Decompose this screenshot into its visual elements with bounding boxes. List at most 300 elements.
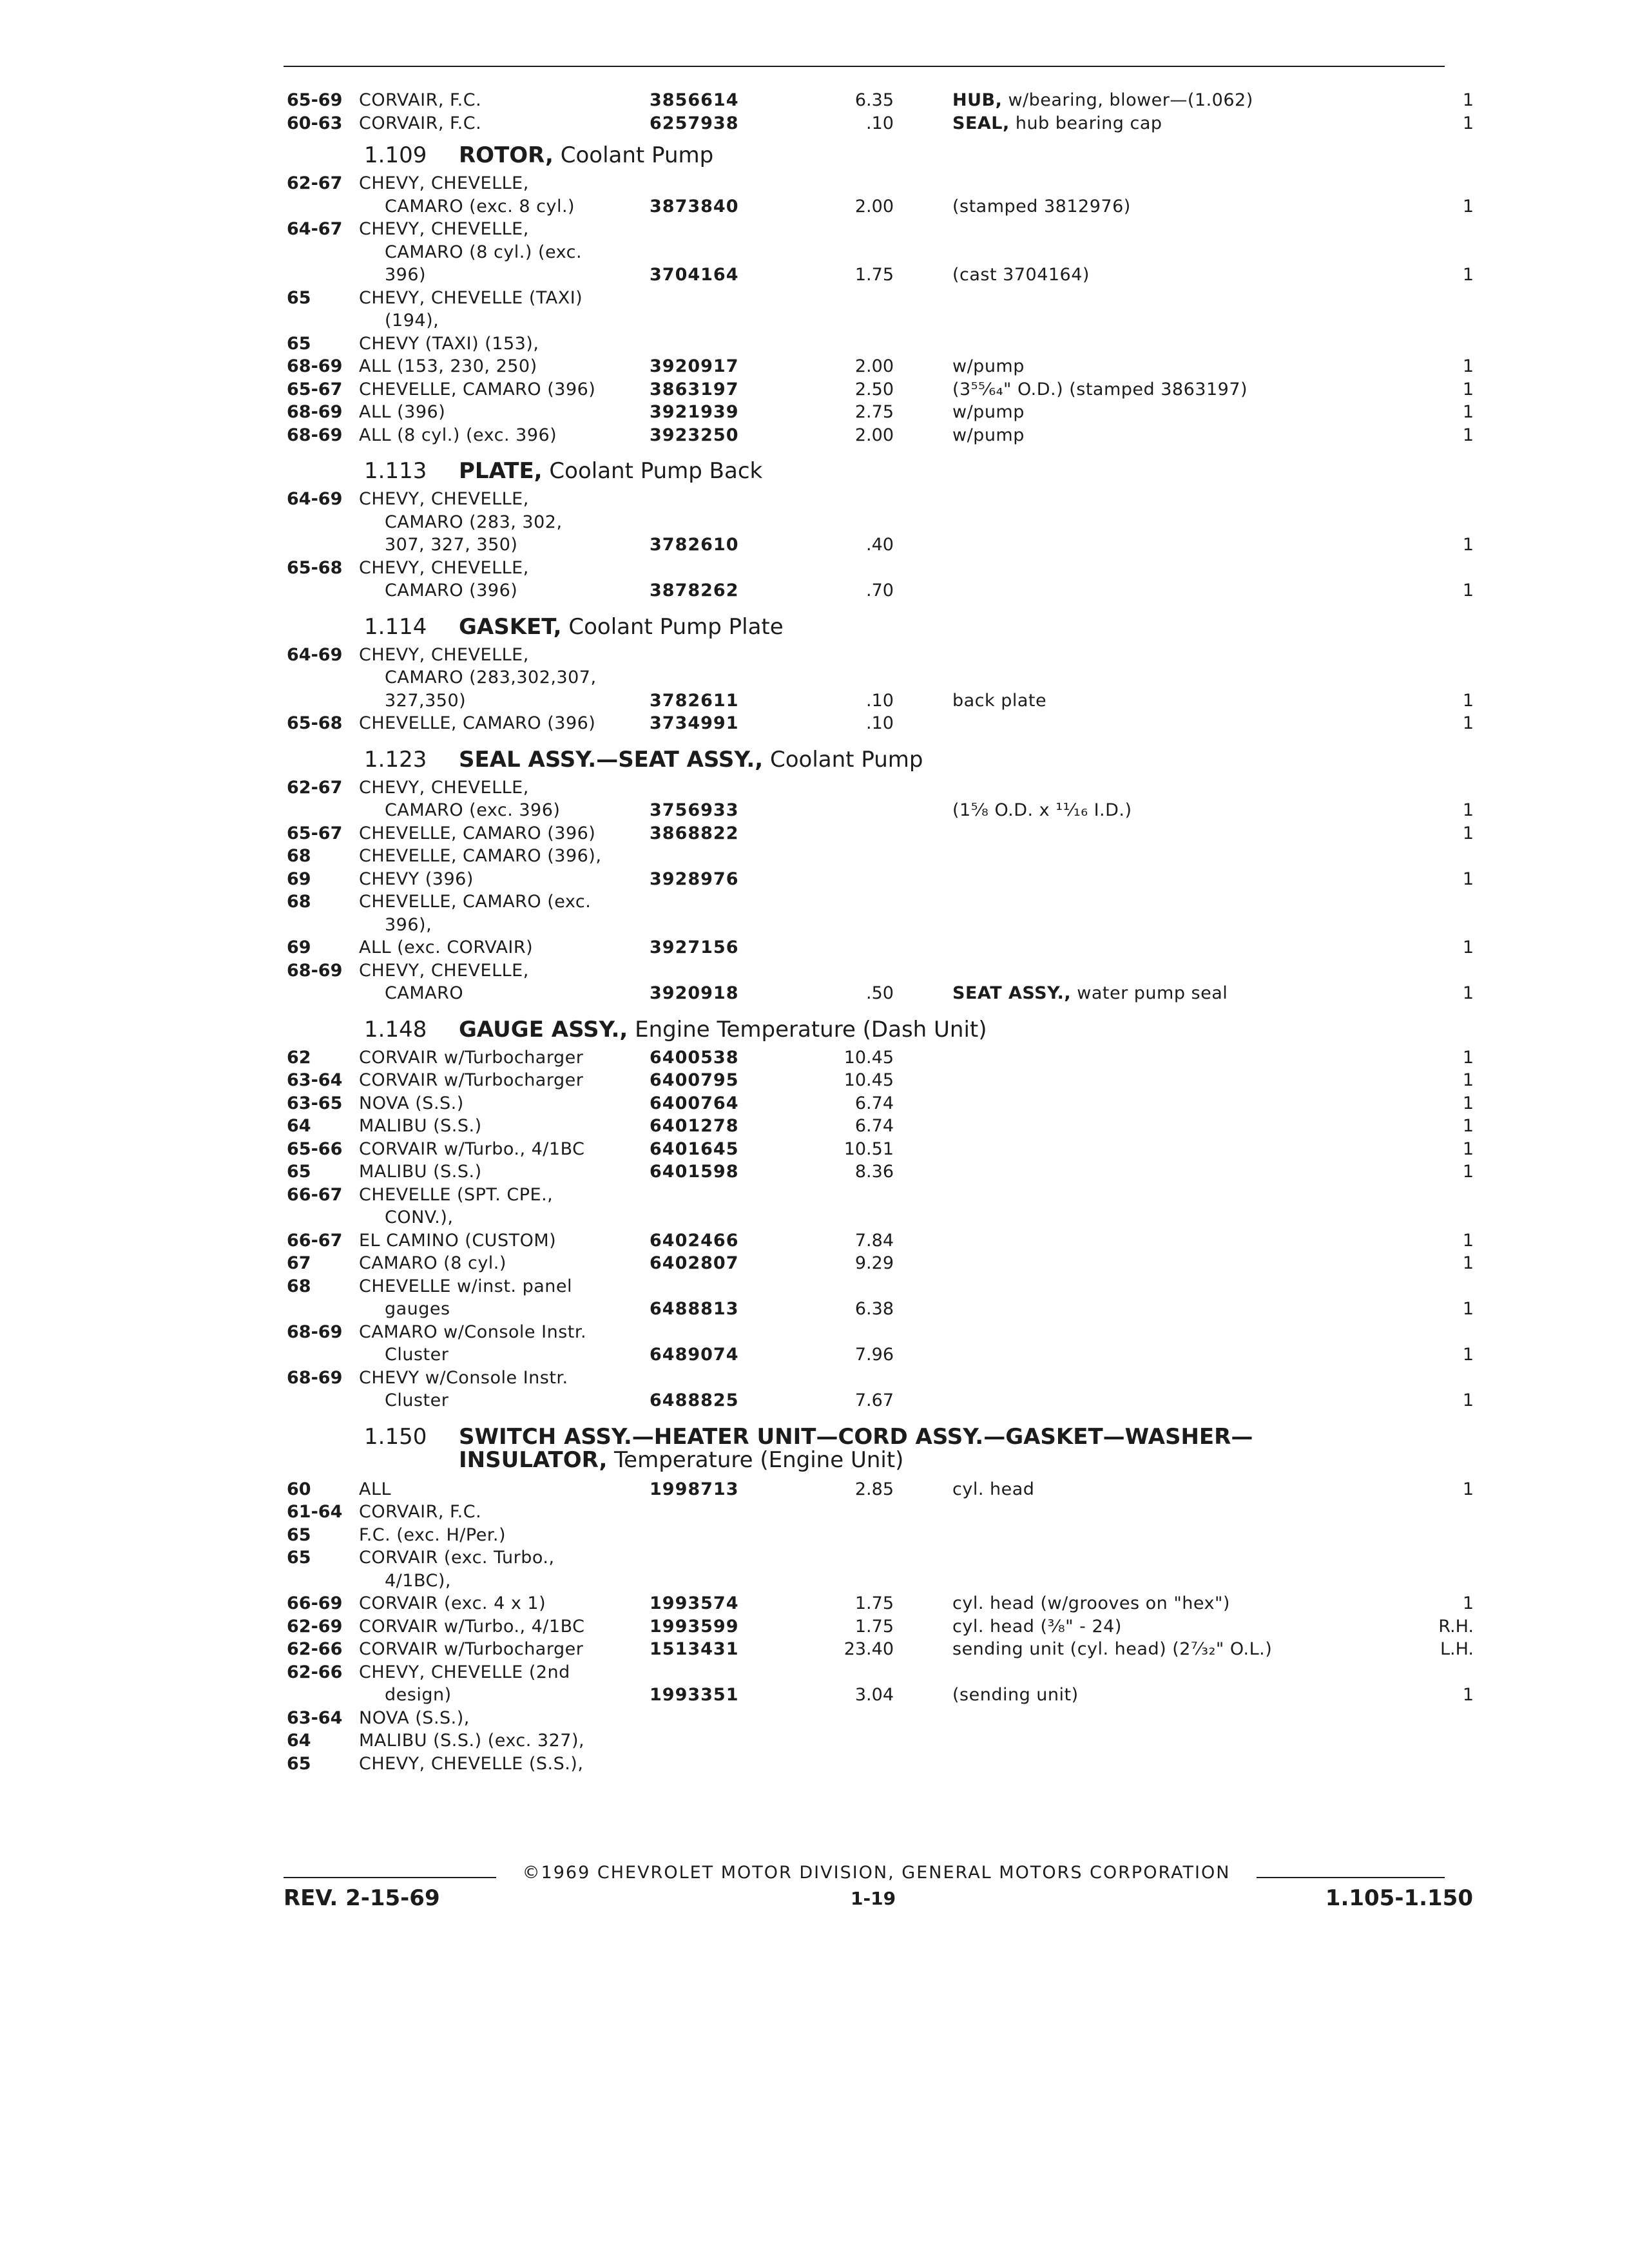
year-range: 67	[287, 1253, 311, 1273]
part-number: 3920917	[650, 356, 739, 376]
model-application: MALIBU (S.S.) (exc. 327),	[359, 1731, 585, 1751]
year-range: 60-63	[287, 113, 343, 133]
table-row	[287, 1638, 1474, 1661]
model-application: ALL (396)	[359, 402, 446, 422]
part-number: 3878262	[650, 581, 739, 601]
year-range: 69	[287, 937, 311, 957]
table-row	[287, 401, 1474, 424]
table-row	[287, 776, 1474, 800]
model-application: CAMARO (exc. 396)	[385, 800, 561, 820]
quantity: 1	[1462, 265, 1474, 285]
quantity: 1	[1462, 800, 1474, 820]
description	[952, 1592, 1230, 1615]
table-row	[287, 218, 1474, 241]
quantity: L.H.	[1440, 1639, 1474, 1659]
price: 6.74	[854, 1116, 894, 1136]
description	[952, 401, 1025, 424]
table-row	[287, 890, 1474, 914]
model-application: CAMARO w/Console Instr.	[359, 1321, 587, 1342]
model-application: CHEVELLE, CAMARO (396)	[359, 823, 596, 843]
model-application: CONV.),	[385, 1207, 454, 1227]
part-number: 6400538	[650, 1047, 739, 1068]
quantity: 1	[1462, 535, 1474, 555]
year-range: 64-69	[287, 644, 343, 665]
section-number: 1.109	[364, 142, 427, 168]
quantity: 1	[1462, 1230, 1474, 1251]
price: .10	[866, 113, 894, 133]
part-number: 1993599	[650, 1616, 739, 1637]
price: 9.29	[854, 1253, 894, 1273]
table-row	[287, 914, 1474, 937]
part-number: 3782610	[650, 535, 739, 555]
section-title-line2	[459, 1448, 903, 1472]
section-title-bold: GASKET,	[459, 613, 562, 640]
table-row	[287, 959, 1474, 983]
price: 2.00	[854, 356, 894, 376]
year-range: 68-69	[287, 356, 343, 376]
quantity: 1	[1462, 379, 1474, 399]
part-number: 6401645	[650, 1139, 739, 1159]
price: 10.45	[843, 1070, 894, 1090]
section-number: 1.150	[364, 1423, 427, 1450]
price: 6.35	[854, 90, 894, 110]
table-row	[287, 1298, 1474, 1321]
model-application: CHEVY, CHEVELLE,	[359, 173, 529, 193]
quantity: 1	[1462, 425, 1474, 445]
table-row	[287, 666, 1474, 689]
model-application: F.C. (exc. H/Per.)	[359, 1524, 506, 1545]
description-text: hub bearing cap	[1009, 113, 1162, 133]
table-row	[287, 982, 1474, 1005]
year-range: 65	[287, 1753, 311, 1774]
year-range: 65-67	[287, 823, 343, 843]
part-number: 1998713	[650, 1479, 739, 1499]
table-row	[287, 1160, 1474, 1184]
section-title-rest: Engine Temperature (Dash Unit)	[628, 1016, 987, 1043]
model-application: CORVAIR, F.C.	[359, 1502, 482, 1522]
section-heading	[287, 1425, 1474, 1473]
part-number: 6401278	[650, 1116, 739, 1136]
description-text: (3⁵⁵⁄₆₄" O.D.) (stamped 3863197)	[952, 379, 1248, 399]
description	[952, 1615, 1122, 1639]
price: 2.85	[854, 1479, 894, 1499]
section-heading	[287, 748, 1474, 771]
table-row	[287, 1252, 1474, 1275]
quantity: 1	[1462, 869, 1474, 889]
year-range: 65-69	[287, 90, 343, 110]
quantity: 1	[1462, 983, 1474, 1003]
model-application: NOVA (S.S.),	[359, 1707, 470, 1728]
year-range: 68-69	[287, 1321, 343, 1342]
price: .70	[866, 581, 894, 601]
section-heading	[287, 144, 1474, 167]
section-range: 1.105-1.150	[1325, 1885, 1473, 1911]
quantity: 1	[1462, 1479, 1474, 1499]
part-number: 6400795	[650, 1070, 739, 1090]
quantity: 1	[1462, 1093, 1474, 1113]
description	[952, 1638, 1272, 1661]
price: .10	[866, 690, 894, 711]
model-application: 396),	[385, 914, 432, 935]
revision-date: REV. 2-15-69	[284, 1885, 440, 1911]
model-application: CHEVY (396)	[359, 869, 474, 889]
quantity: 1	[1462, 1299, 1474, 1319]
top-rule	[284, 66, 1445, 67]
model-application: CHEVY, CHEVELLE (S.S.),	[359, 1753, 584, 1774]
part-number: 6402466	[650, 1230, 739, 1251]
description-text: w/pump	[952, 356, 1025, 376]
year-range: 68-69	[287, 425, 343, 445]
model-application: CHEVELLE, CAMARO (396)	[359, 379, 596, 399]
table-row	[287, 1206, 1474, 1229]
table-row	[287, 1229, 1474, 1253]
table-row	[287, 845, 1474, 868]
quantity: 1	[1462, 1162, 1474, 1182]
table-row	[287, 1046, 1474, 1070]
footer-copyright: ©1969 CHEVROLET MOTOR DIVISION, GENERAL MOTORS CORPORATION	[522, 1863, 1231, 1883]
table-row	[287, 1729, 1474, 1753]
year-range: 63-64	[287, 1070, 343, 1090]
section-title	[459, 459, 762, 483]
quantity: 1	[1462, 1390, 1474, 1410]
section-title-bold: SWITCH ASSY.—HEATER UNIT—CORD ASSY.—GASKET—WASHER—	[459, 1423, 1253, 1450]
year-range: 62-67	[287, 173, 343, 193]
price: 7.84	[854, 1230, 894, 1251]
section-title-rest: Coolant Pump Back	[542, 458, 763, 484]
year-range: 65-66	[287, 1139, 343, 1159]
model-application: 396)	[385, 265, 427, 285]
description	[952, 799, 1132, 822]
description	[952, 1684, 1079, 1707]
table-row	[287, 822, 1474, 845]
table-row	[287, 1501, 1474, 1524]
table-row	[287, 557, 1474, 580]
year-range: 65-68	[287, 557, 343, 578]
part-number: 3928976	[650, 869, 739, 889]
table-row	[287, 1367, 1474, 1390]
table-row	[287, 1478, 1474, 1501]
year-range: 68-69	[287, 1367, 343, 1388]
section-title	[459, 144, 713, 167]
model-application: ALL (exc. CORVAIR)	[359, 937, 534, 957]
section-title-rest: Coolant Pump	[553, 142, 714, 168]
model-application: 4/1BC),	[385, 1570, 451, 1591]
table-row	[287, 378, 1474, 401]
year-range: 68	[287, 846, 311, 866]
section-title-rest: Coolant Pump	[763, 746, 923, 773]
table-row	[287, 533, 1474, 557]
section-heading	[287, 1018, 1474, 1041]
year-range: 63-65	[287, 1093, 343, 1113]
table-row	[287, 1138, 1474, 1161]
table-row	[287, 1546, 1474, 1570]
quantity: 1	[1462, 196, 1474, 216]
model-application: NOVA (S.S.)	[359, 1093, 464, 1113]
model-application: CHEVELLE, CAMARO (396)	[359, 713, 596, 733]
part-number: 3927156	[650, 937, 739, 957]
footer-rule-left	[284, 1877, 496, 1878]
price: 2.50	[854, 379, 894, 399]
model-application: CAMARO (283,302,307,	[385, 668, 597, 687]
section-title	[459, 1425, 1253, 1448]
description	[952, 982, 1228, 1005]
year-range: 66-67	[287, 1184, 343, 1205]
year-range: 62-69	[287, 1616, 343, 1637]
price: 7.96	[854, 1345, 894, 1365]
description-text: water pump seal	[1071, 983, 1228, 1003]
page-number: 1-19	[851, 1888, 896, 1909]
part-number: 6401598	[650, 1162, 739, 1182]
year-range: 60	[287, 1479, 311, 1499]
table-row	[287, 644, 1474, 667]
table-row	[287, 1321, 1474, 1344]
year-range: 68	[287, 1276, 311, 1296]
section-heading	[287, 615, 1474, 639]
table-row	[287, 712, 1474, 735]
price: 1.75	[854, 265, 894, 285]
section-number: 1.114	[364, 613, 427, 640]
year-range: 69	[287, 869, 311, 889]
description	[952, 89, 1253, 112]
part-number: 6488825	[650, 1390, 739, 1410]
year-range: 68-69	[287, 402, 343, 422]
quantity: 1	[1462, 581, 1474, 601]
description-text: back plate	[952, 690, 1047, 711]
section-number: 1.113	[364, 458, 427, 484]
part-number: 3921939	[650, 402, 739, 422]
model-application: gauges	[385, 1299, 450, 1319]
model-application: CHEVY, CHEVELLE,	[359, 777, 529, 798]
model-application: Cluster	[385, 1345, 449, 1365]
footer-rule-right	[1257, 1877, 1445, 1878]
model-application: CHEVY, CHEVELLE,	[359, 557, 529, 578]
model-application: CHEVY, CHEVELLE (TAXI)	[359, 287, 583, 308]
quantity: 1	[1462, 690, 1474, 711]
section-number: 1.123	[364, 746, 427, 773]
description	[952, 264, 1090, 287]
description-text: (cast 3704164)	[952, 265, 1090, 285]
table-row	[287, 1661, 1474, 1684]
year-range: 64-69	[287, 489, 343, 509]
quantity: 1	[1462, 1345, 1474, 1365]
model-application: CHEVY, CHEVELLE,	[359, 219, 529, 239]
quantity: 1	[1462, 713, 1474, 733]
model-application: CHEVELLE, CAMARO (396),	[359, 846, 602, 866]
price: 3.04	[854, 1685, 894, 1705]
table-row	[287, 424, 1474, 447]
description	[952, 424, 1025, 447]
price: .50	[866, 983, 894, 1003]
year-range: 64-67	[287, 219, 343, 239]
table-row	[287, 1092, 1474, 1115]
model-application: CAMARO (8 cyl.) (exc.	[385, 242, 583, 262]
quantity: 1	[1462, 1047, 1474, 1068]
price: 2.75	[854, 402, 894, 422]
model-application: CHEVY, CHEVELLE (2nd	[359, 1662, 570, 1682]
table-row	[287, 287, 1474, 310]
table-row	[287, 1570, 1474, 1593]
part-number: 3756933	[650, 800, 739, 820]
model-application: CAMARO (283, 302,	[385, 512, 563, 532]
model-application: ALL (8 cyl.) (exc. 396)	[359, 425, 557, 445]
part-number: 6489074	[650, 1345, 739, 1365]
section-number: 1.148	[364, 1016, 427, 1043]
year-range: 62-66	[287, 1639, 343, 1659]
part-number: 3704164	[650, 265, 739, 285]
footer-copyright-line	[284, 1863, 1445, 1885]
description-text: cyl. head (³⁄₈" - 24)	[952, 1616, 1122, 1637]
price: .10	[866, 713, 894, 733]
part-number: 6257938	[650, 113, 739, 133]
model-application: CAMARO	[385, 983, 464, 1003]
part-number: 1993351	[650, 1685, 739, 1705]
part-number: 6402807	[650, 1253, 739, 1273]
price: 1.75	[854, 1616, 894, 1637]
description-text: sending unit (cyl. head) (2⁷⁄₃₂" O.L.)	[952, 1639, 1273, 1659]
model-application: Cluster	[385, 1390, 449, 1410]
section-title	[459, 1018, 987, 1041]
quantity: 1	[1462, 90, 1474, 110]
model-application: CHEVY, CHEVELLE,	[359, 489, 529, 509]
description	[952, 355, 1025, 378]
table-row	[287, 172, 1474, 195]
quantity: 1	[1462, 1253, 1474, 1273]
price: .40	[866, 535, 894, 555]
part-number: 3920918	[650, 983, 739, 1003]
part-number: 3734991	[650, 713, 739, 733]
table-row	[287, 1592, 1474, 1615]
quantity: R.H.	[1438, 1616, 1474, 1637]
table-row	[287, 868, 1474, 891]
model-application: CORVAIR w/Turbo., 4/1BC	[359, 1616, 585, 1637]
part-number: 1993574	[650, 1593, 739, 1613]
part-number: 3863197	[650, 379, 739, 399]
quantity: 1	[1462, 937, 1474, 957]
price: 1.75	[854, 1593, 894, 1613]
model-application: CHEVY (TAXI) (153),	[359, 333, 539, 354]
price: 6.38	[854, 1299, 894, 1319]
year-range: 66-69	[287, 1593, 343, 1613]
section-title2-bold: INSULATOR,	[459, 1446, 608, 1473]
part-number: 1513431	[650, 1639, 739, 1659]
description	[952, 378, 1248, 401]
model-application: ALL	[359, 1479, 392, 1499]
section-title-bold: PLATE,	[459, 458, 543, 484]
description-bold: SEAT ASSY.,	[952, 983, 1072, 1003]
quantity: 1	[1462, 356, 1474, 376]
description-text: cyl. head	[952, 1479, 1035, 1499]
year-range: 63-64	[287, 1707, 343, 1728]
model-application: MALIBU (S.S.)	[359, 1162, 482, 1182]
description-text: w/bearing, blower—(1.062)	[1002, 90, 1253, 110]
year-range: 68-69	[287, 960, 343, 981]
description-text: (stamped 3812976)	[952, 196, 1131, 216]
description	[952, 112, 1162, 135]
year-range: 65	[287, 1162, 311, 1182]
year-range: 64	[287, 1731, 311, 1751]
description-text: (1⁵⁄₈ O.D. x ¹¹⁄₁₆ I.D.)	[952, 800, 1132, 820]
year-range: 66-67	[287, 1230, 343, 1251]
model-application: CORVAIR w/Turbo., 4/1BC	[359, 1139, 585, 1159]
section-title-bold: SEAL ASSY.—SEAT ASSY.,	[459, 746, 764, 773]
table-row	[287, 309, 1474, 332]
price: 10.45	[843, 1047, 894, 1068]
part-number: 3873840	[650, 196, 739, 216]
section-title2-rest: Temperature (Engine Unit)	[607, 1446, 904, 1473]
quantity: 1	[1462, 823, 1474, 843]
model-application: design)	[385, 1685, 452, 1705]
model-application: CHEVY w/Console Instr.	[359, 1367, 568, 1388]
description-bold: HUB,	[952, 90, 1003, 110]
model-application: ALL (153, 230, 250)	[359, 356, 537, 376]
price: 8.36	[854, 1162, 894, 1182]
model-application: CORVAIR, F.C.	[359, 113, 482, 133]
part-number: 3856614	[650, 90, 739, 110]
year-range: 62-67	[287, 777, 343, 798]
year-range: 65-68	[287, 713, 343, 733]
model-application: MALIBU (S.S.)	[359, 1116, 482, 1136]
table-row	[287, 1275, 1474, 1298]
model-application: 307, 327, 350)	[385, 535, 518, 555]
year-range: 61-64	[287, 1502, 343, 1522]
section-title-bold: ROTOR,	[459, 142, 554, 168]
section-title	[459, 748, 923, 771]
quantity: 1	[1462, 402, 1474, 422]
table-row	[287, 241, 1474, 264]
part-number: 3868822	[650, 823, 739, 843]
description	[952, 195, 1131, 218]
model-application: CORVAIR w/Turbocharger	[359, 1070, 584, 1090]
table-row	[287, 1707, 1474, 1730]
year-range: 65	[287, 287, 311, 308]
model-application: CHEVELLE w/inst. panel	[359, 1276, 572, 1296]
section-title-bold: GAUGE ASSY.,	[459, 1016, 628, 1043]
table-row	[287, 355, 1474, 378]
table-row	[287, 488, 1474, 511]
table-row	[287, 1184, 1474, 1207]
part-number: 6400764	[650, 1093, 739, 1113]
table-row	[287, 511, 1474, 534]
model-application: CORVAIR w/Turbocharger	[359, 1047, 584, 1068]
table-row	[287, 1069, 1474, 1092]
parts-catalog-content	[287, 89, 1474, 1775]
table-row	[287, 1343, 1474, 1367]
quantity: 1	[1462, 1070, 1474, 1090]
table-row	[287, 799, 1474, 822]
year-range: 65-67	[287, 379, 343, 399]
quantity: 1	[1462, 1685, 1474, 1705]
model-application: 327,350)	[385, 690, 467, 711]
year-range: 65	[287, 1548, 311, 1568]
model-application: CORVAIR (exc. 4 x 1)	[359, 1593, 546, 1613]
price: 2.00	[854, 425, 894, 445]
model-application: (194),	[385, 311, 439, 331]
table-row	[287, 89, 1474, 112]
part-number: 3782611	[650, 690, 739, 711]
year-range: 62-66	[287, 1662, 343, 1682]
description-text: (sending unit)	[952, 1685, 1079, 1705]
table-row	[287, 1524, 1474, 1547]
table-row	[287, 332, 1474, 356]
model-application: CHEVELLE, CAMARO (exc.	[359, 892, 592, 912]
table-row	[287, 195, 1474, 218]
section-title-rest: Coolant Pump Plate	[561, 613, 784, 640]
description-bold: SEAL,	[952, 113, 1010, 133]
price: 2.00	[854, 196, 894, 216]
year-range: 65	[287, 333, 311, 354]
section-heading	[287, 459, 1474, 483]
description	[952, 1478, 1034, 1501]
